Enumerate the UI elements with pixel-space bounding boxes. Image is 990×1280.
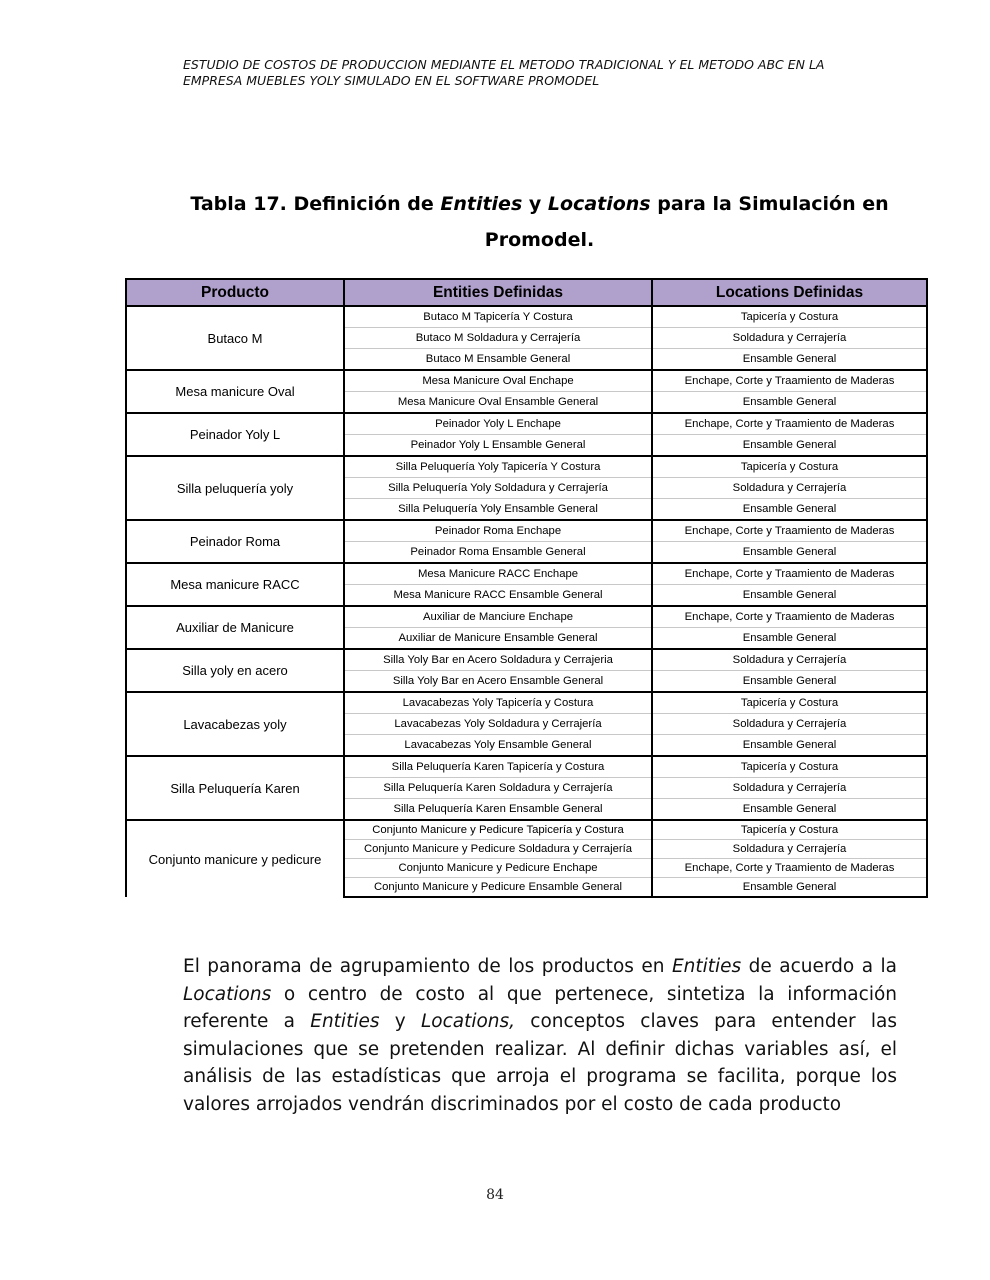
product-cell: Conjunto manicure y pedicure bbox=[126, 820, 344, 897]
entity-cell: Butaco M Ensamble General bbox=[344, 349, 652, 371]
location-cell: Ensamble General bbox=[652, 735, 927, 757]
product-cell: Silla peluquería yoly bbox=[126, 456, 344, 520]
location-cell: Soldadura y Cerrajería bbox=[652, 328, 927, 349]
entity-cell: Silla Peluquería Karen Soldadura y Cerrajería bbox=[344, 778, 652, 799]
location-cell: Ensamble General bbox=[652, 392, 927, 414]
page-number: 84 bbox=[486, 1187, 504, 1203]
para-text-3: o centro de costo al que pertenece, sintetiza la información referente a bbox=[183, 983, 897, 1032]
entity-cell: Auxiliar de Manicure Ensamble General bbox=[344, 628, 652, 650]
location-cell: Ensamble General bbox=[652, 585, 927, 607]
entity-cell: Silla Peluquería Yoly Soldadura y Cerrajería bbox=[344, 478, 652, 499]
location-cell: Soldadura y Cerrajería bbox=[652, 840, 927, 859]
running-header-line-2: EMPRESA MUEBLES YOLY SIMULADO EN EL SOFTWARE PROMODEL bbox=[183, 73, 600, 88]
entity-cell: Peinador Roma Enchape bbox=[344, 520, 652, 542]
para-text-4: y bbox=[379, 1011, 421, 1032]
para-text-1: El panorama de agrupamiento de los productos en bbox=[183, 956, 672, 977]
entity-cell: Lavacabezas Yoly Ensamble General bbox=[344, 735, 652, 757]
table-row bbox=[126, 606, 927, 628]
table-row bbox=[126, 563, 927, 585]
para-italic-locations-2: Locations, bbox=[420, 1011, 516, 1032]
table-row bbox=[126, 413, 927, 435]
location-cell: Ensamble General bbox=[652, 878, 927, 898]
location-cell: Tapicería y Costura bbox=[652, 692, 927, 714]
location-cell: Ensamble General bbox=[652, 542, 927, 564]
entity-cell: Lavacabezas Yoly Tapicería y Costura bbox=[344, 692, 652, 714]
entity-cell: Mesa Manicure Oval Enchape bbox=[344, 370, 652, 392]
table-caption-line-2: Promodel. bbox=[484, 229, 595, 251]
body-paragraph-text bbox=[183, 953, 897, 1118]
location-cell: Tapicería y Costura bbox=[652, 820, 927, 840]
entity-cell: Conjunto Manicure y Pedicure Tapicería y Costura bbox=[344, 820, 652, 840]
table-caption bbox=[183, 186, 896, 258]
product-cell: Peinador Roma bbox=[126, 520, 344, 563]
product-cell: Silla yoly en acero bbox=[126, 649, 344, 692]
product-cell: Peinador Yoly L bbox=[126, 413, 344, 456]
product-cell: Silla Peluquería Karen bbox=[126, 756, 344, 820]
caption-text-3: para la Simulación en bbox=[650, 193, 889, 215]
entity-cell: Conjunto Manicure y Pedicure Enchape bbox=[344, 859, 652, 878]
product-cell: Auxiliar de Manicure bbox=[126, 606, 344, 649]
location-cell: Soldadura y Cerrajería bbox=[652, 649, 927, 671]
location-cell: Ensamble General bbox=[652, 799, 927, 821]
location-cell: Enchape, Corte y Traamiento de Maderas bbox=[652, 413, 927, 435]
caption-locations: Locations bbox=[547, 193, 651, 215]
location-cell: Tapicería y Costura bbox=[652, 456, 927, 478]
location-cell: Enchape, Corte y Traamiento de Maderas bbox=[652, 859, 927, 878]
location-cell: Tapicería y Costura bbox=[652, 306, 927, 328]
entity-cell: Conjunto Manicure y Pedicure Soldadura y Cerrajería bbox=[344, 840, 652, 859]
entity-cell: Silla Peluquería Yoly Ensamble General bbox=[344, 499, 652, 521]
entity-cell: Conjunto Manicure y Pedicure Ensamble General bbox=[344, 878, 652, 898]
table-row bbox=[126, 370, 927, 392]
table-body bbox=[126, 306, 927, 897]
header-entities: Entities Definidas bbox=[344, 279, 652, 306]
caption-entities: Entities bbox=[440, 193, 523, 215]
location-cell: Enchape, Corte y Traamiento de Maderas bbox=[652, 520, 927, 542]
table-row bbox=[126, 520, 927, 542]
entity-cell: Peinador Roma Ensamble General bbox=[344, 542, 652, 564]
entities-locations-table bbox=[125, 278, 928, 898]
product-cell: Mesa manicure RACC bbox=[126, 563, 344, 606]
para-text-5: conceptos claves para entender las simulaciones que se pretenden realizar. Al definir dichas variables así, el análisis de las estadísticas que arroja el programa se facilita, porque los valores arrojados vendrán discriminados por el costo de cada producto bbox=[183, 1011, 897, 1115]
entity-cell: Mesa Manicure RACC Enchape bbox=[344, 563, 652, 585]
table-row bbox=[126, 649, 927, 671]
caption-text-2: y bbox=[522, 193, 548, 215]
location-cell: Tapicería y Costura bbox=[652, 756, 927, 778]
entity-cell: Silla Yoly Bar en Acero Ensamble General bbox=[344, 671, 652, 693]
entity-cell: Peinador Yoly L Ensamble General bbox=[344, 435, 652, 457]
running-header bbox=[183, 57, 883, 89]
entity-cell: Silla Peluquería Karen Ensamble General bbox=[344, 799, 652, 821]
location-cell: Soldadura y Cerrajería bbox=[652, 714, 927, 735]
running-header-line-1: ESTUDIO DE COSTOS DE PRODUCCION MEDIANTE EL METODO TRADICIONAL Y EL METODO ABC EN LA bbox=[183, 57, 825, 72]
product-cell: Mesa manicure Oval bbox=[126, 370, 344, 413]
location-cell: Soldadura y Cerrajería bbox=[652, 478, 927, 499]
entity-cell: Lavacabezas Yoly Soldadura y Cerrajería bbox=[344, 714, 652, 735]
location-cell: Ensamble General bbox=[652, 349, 927, 371]
para-italic-entities-2: Entities bbox=[310, 1011, 380, 1032]
entity-cell: Butaco M Soldadura y Cerrajería bbox=[344, 328, 652, 349]
location-cell: Ensamble General bbox=[652, 435, 927, 457]
table-row bbox=[126, 692, 927, 714]
entity-cell: Mesa Manicure RACC Ensamble General bbox=[344, 585, 652, 607]
para-text-2: de acuerdo a la bbox=[741, 956, 898, 977]
location-cell: Ensamble General bbox=[652, 671, 927, 693]
entity-cell: Auxiliar de Manciure Enchape bbox=[344, 606, 652, 628]
header-producto: Producto bbox=[126, 279, 344, 306]
location-cell: Ensamble General bbox=[652, 628, 927, 650]
caption-text-1: Tabla 17. Definición de bbox=[190, 193, 441, 215]
entity-cell: Silla Peluquería Karen Tapicería y Costura bbox=[344, 756, 652, 778]
table-row bbox=[126, 456, 927, 478]
entity-cell: Mesa Manicure Oval Ensamble General bbox=[344, 392, 652, 414]
table-row bbox=[126, 820, 927, 840]
entity-cell: Silla Peluquería Yoly Tapicería Y Costura bbox=[344, 456, 652, 478]
entity-cell: Butaco M Tapicería Y Costura bbox=[344, 306, 652, 328]
location-cell: Enchape, Corte y Traamiento de Maderas bbox=[652, 606, 927, 628]
location-cell: Soldadura y Cerrajería bbox=[652, 778, 927, 799]
header-locations: Locations Definidas bbox=[652, 279, 927, 306]
location-cell: Enchape, Corte y Traamiento de Maderas bbox=[652, 370, 927, 392]
entity-cell: Silla Yoly Bar en Acero Soldadura y Cerrajeria bbox=[344, 649, 652, 671]
table-row bbox=[126, 306, 927, 328]
table-row bbox=[126, 756, 927, 778]
product-cell: Butaco M bbox=[126, 306, 344, 370]
product-cell: Lavacabezas yoly bbox=[126, 692, 344, 756]
table-header-row bbox=[126, 279, 927, 306]
location-cell: Ensamble General bbox=[652, 499, 927, 521]
para-italic-entities-1: Entities bbox=[671, 956, 742, 977]
table-caption-line-1 bbox=[183, 186, 896, 222]
body-paragraph bbox=[183, 953, 897, 1118]
entity-cell: Peinador Yoly L Enchape bbox=[344, 413, 652, 435]
para-italic-locations-1: Locations bbox=[183, 983, 272, 1005]
location-cell: Enchape, Corte y Traamiento de Maderas bbox=[652, 563, 927, 585]
